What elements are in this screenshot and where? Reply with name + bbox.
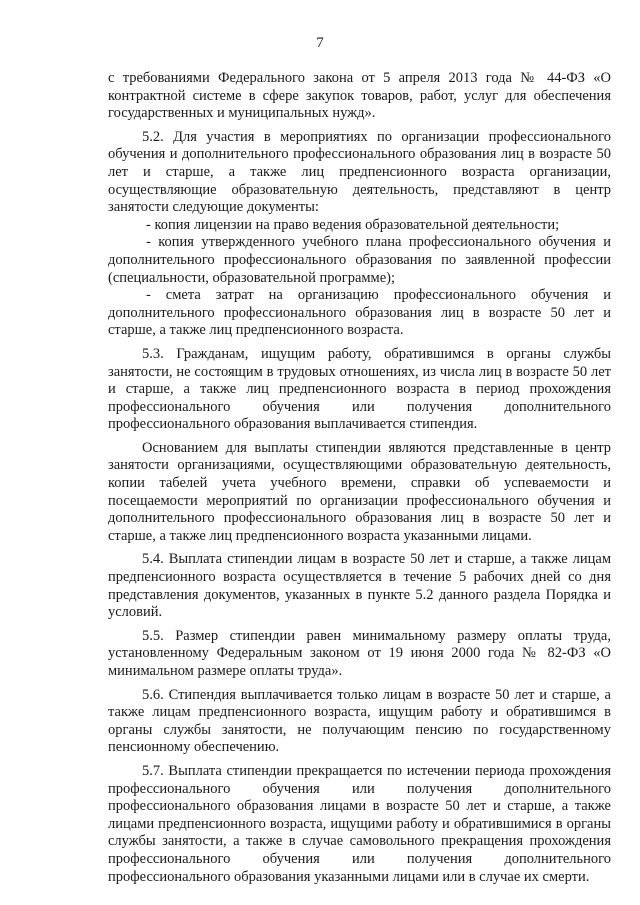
paragraph-5-4: 5.4. Выплата стипендии лицам в возрасте 50 лет и старше, а также лицам предпенсионного возраста осуществляется в течение 5 рабочих дней со дня представления документов, указанных в пункте 5.2 данного раздела Порядка и условий. [108,551,611,621]
document-body [108,70,611,892]
paragraph-5-6: 5.6. Стипендия выплачивается только лицам в возрасте 50 лет и старше, а также лицам предпенсионного возраста, ищущим работу и обратившимся в органы службы занятости, не получающим пенсию по государственному пенсионному обеспечению. [108,686,611,756]
paragraph-5-7: 5.7. Выплата стипендии прекращается по истечении периода прохождения профессионального обучения или получения дополнительного профессионального образования лицами в возрасте 50 лет и старше, а также лицами предпенсионного возраста, ищущими работу и обратившимися в органы службы занятости, а также в случае самовольного прекращения прохождения профессионального обучения или получения дополнительного профессионального образования указанными лицами или в случае их смерти. [108,762,611,885]
list-item-budget: - смета затрат на организацию профессионального обучения и дополнительного профессионального образования лиц в возрасте 50 лет и старше, а также лиц предпенсионного возраста. [108,287,611,339]
list-item-license: - копия лицензии на право ведения образовательной деятельности; [146,216,560,233]
paragraph-5-2: 5.2. Для участия в мероприятиях по организации профессионального обучения и дополнительного профессионального образования лиц в возрасте 50 лет и старше, а также лиц предпенсионного возраста организации, осуществляющие образовательную деятельность, представляют в центр занятости следующие документы: [108,128,611,216]
paragraph-stipend-basis: Основанием для выплаты стипендии являются представленные в центр занятости организациями, осуществляющими образовательную деятельность, копии табелей учета учебного времени, справки об успеваемости и посещаемости мероприятий по организации профессионального обучения и дополнительного профессионального образования лиц в возрасте 50 лет и старше, а также лиц предпенсионного возраста указанными лицами. [108,439,611,544]
list-item-curriculum: - копия утвержденного учебного плана профессионального обучения и дополнительного профессионального образования по заявленной профессии (специальности, образовательной программе); [108,234,611,286]
page-number: 7 [316,35,324,51]
paragraph-5-3: 5.3. Гражданам, ищущим работу, обратившимся в органы службы занятости, не состоящим в трудовых отношениях, из числа лиц в возрасте 50 лет и старше, а также лиц предпенсионного возраста в период прохождения профессионального обучения или получения дополнительного профессионального образования выплачивается стипендия. [108,345,611,433]
paragraph-continuation: с требованиями Федерального закона от 5 апреля 2013 года № 44-ФЗ «О контрактной системе в сфере закупок товаров, работ, услуг для обеспечения государственных и муниципальных нужд». [108,70,611,122]
paragraph-5-5: 5.5. Размер стипендии равен минимальному размеру оплаты труда, установленному Федеральным законом от 19 июня 2000 года № 82-ФЗ «О минимальном размере оплаты труда». [108,627,611,679]
